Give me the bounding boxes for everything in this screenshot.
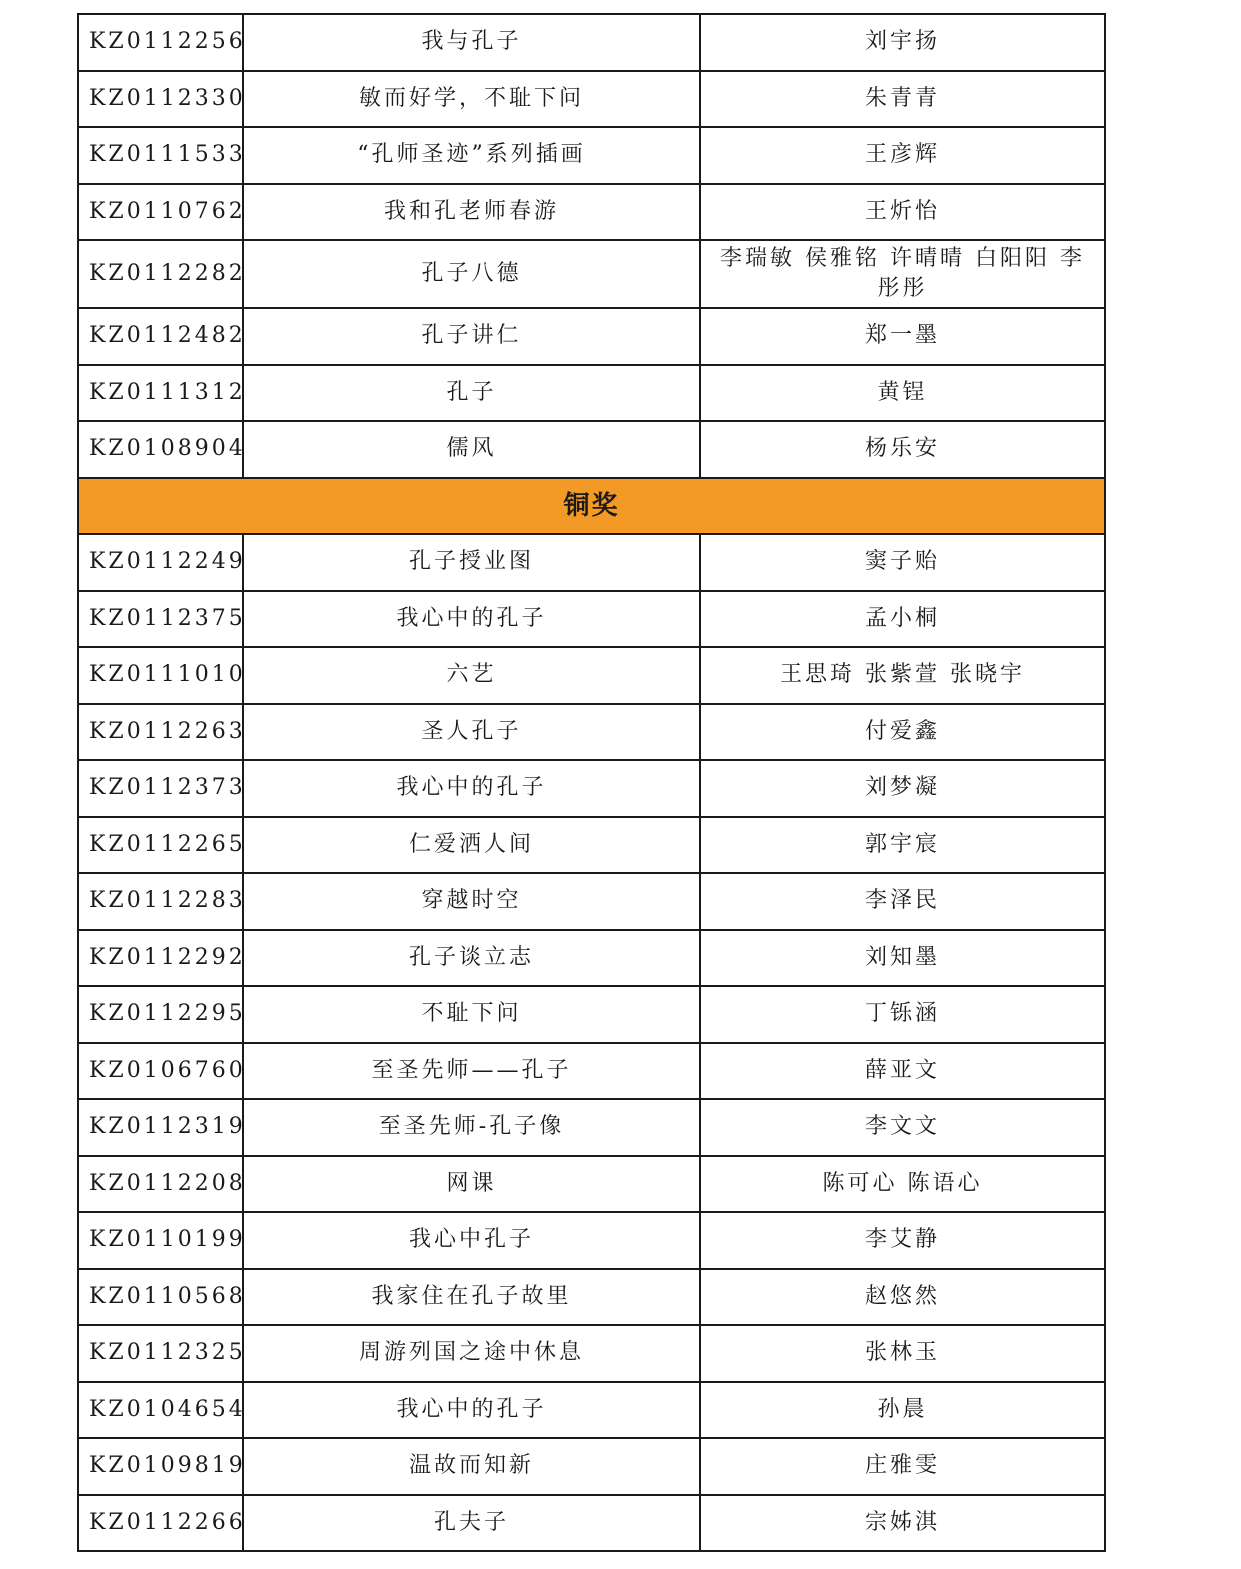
award-table-body xyxy=(78,14,1105,1551)
table-row xyxy=(78,534,1105,591)
work-title: 我心中的孔子 xyxy=(243,760,700,817)
entry-id: KZ0110199 xyxy=(78,1212,243,1269)
author-names: 王炘怡 xyxy=(700,184,1105,241)
table-row xyxy=(78,704,1105,761)
table-row xyxy=(78,873,1105,930)
work-title: 不耻下问 xyxy=(243,986,700,1043)
entry-id: KZ0110762 xyxy=(78,184,243,241)
work-title: 我与孔子 xyxy=(243,14,700,71)
author-names: 李艾静 xyxy=(700,1212,1105,1269)
entry-id: KZ0112208 xyxy=(78,1156,243,1213)
work-title: 孔子 xyxy=(243,365,700,422)
entry-id: KZ0112330 xyxy=(78,71,243,128)
table-row xyxy=(78,1043,1105,1100)
entry-id: KZ0112263 xyxy=(78,704,243,761)
entry-id: KZ0104654 xyxy=(78,1382,243,1439)
entry-id: KZ0111312 xyxy=(78,365,243,422)
author-names: 孙晨 xyxy=(700,1382,1105,1439)
work-title: 网课 xyxy=(243,1156,700,1213)
work-title: 孔子谈立志 xyxy=(243,930,700,987)
author-names: 郑一墨 xyxy=(700,308,1105,365)
author-names: 庄雅雯 xyxy=(700,1438,1105,1495)
entry-id: KZ0112283 xyxy=(78,873,243,930)
author-names: 黄锃 xyxy=(700,365,1105,422)
entry-id: KZ0111533 xyxy=(78,127,243,184)
work-title: “孔师圣迹”系列插画 xyxy=(243,127,700,184)
author-names: 刘宇扬 xyxy=(700,14,1105,71)
entry-id: KZ0106760 xyxy=(78,1043,243,1100)
entry-id: KZ0111010 xyxy=(78,647,243,704)
author-names: 陈可心 陈语心 xyxy=(700,1156,1105,1213)
work-title: 我心中的孔子 xyxy=(243,591,700,648)
entry-id: KZ0112325 xyxy=(78,1325,243,1382)
work-title: 孔子授业图 xyxy=(243,534,700,591)
section-title: 铜奖 xyxy=(78,478,1105,535)
entry-id: KZ0112375 xyxy=(78,591,243,648)
table-row xyxy=(78,365,1105,422)
table-row xyxy=(78,1099,1105,1156)
work-title: 孔夫子 xyxy=(243,1495,700,1552)
award-list-page xyxy=(77,13,1104,1552)
table-row xyxy=(78,591,1105,648)
table-row xyxy=(78,308,1105,365)
author-names: 王彦辉 xyxy=(700,127,1105,184)
entry-id: KZ0112282 xyxy=(78,240,243,308)
table-row xyxy=(78,647,1105,704)
author-names: 李泽民 xyxy=(700,873,1105,930)
work-title: 我家住在孔子故里 xyxy=(243,1269,700,1326)
work-title: 我和孔老师春游 xyxy=(243,184,700,241)
table-row xyxy=(78,930,1105,987)
author-names: 付爱鑫 xyxy=(700,704,1105,761)
entry-id: KZ0112295 xyxy=(78,986,243,1043)
author-names: 赵悠然 xyxy=(700,1269,1105,1326)
entry-id: KZ0112482 xyxy=(78,308,243,365)
work-title: 仁爱洒人间 xyxy=(243,817,700,874)
work-title: 穿越时空 xyxy=(243,873,700,930)
author-names: 丁铄涵 xyxy=(700,986,1105,1043)
entry-id: KZ0109819 xyxy=(78,1438,243,1495)
work-title: 儒风 xyxy=(243,421,700,478)
work-title: 我心中孔子 xyxy=(243,1212,700,1269)
entry-id: KZ0112373 xyxy=(78,760,243,817)
table-row xyxy=(78,71,1105,128)
entry-id: KZ0112249 xyxy=(78,534,243,591)
table-row xyxy=(78,760,1105,817)
work-title: 至圣先师-孔子像 xyxy=(243,1099,700,1156)
work-title: 敏而好学，不耻下问 xyxy=(243,71,700,128)
work-title: 六艺 xyxy=(243,647,700,704)
work-title: 至圣先师——孔子 xyxy=(243,1043,700,1100)
table-row xyxy=(78,817,1105,874)
entry-id: KZ0112256 xyxy=(78,14,243,71)
table-row xyxy=(78,240,1105,308)
author-names: 刘梦凝 xyxy=(700,760,1105,817)
table-row xyxy=(78,14,1105,71)
work-title: 周游列国之途中休息 xyxy=(243,1325,700,1382)
author-names: 王思琦 张紫萱 张晓宇 xyxy=(700,647,1105,704)
table-row xyxy=(78,986,1105,1043)
work-title: 孔子八德 xyxy=(243,240,700,308)
author-names: 孟小桐 xyxy=(700,591,1105,648)
award-table xyxy=(77,13,1106,1552)
author-names: 杨乐安 xyxy=(700,421,1105,478)
work-title: 我心中的孔子 xyxy=(243,1382,700,1439)
table-row xyxy=(78,1382,1105,1439)
author-names: 宗姊淇 xyxy=(700,1495,1105,1552)
entry-id: KZ0112292 xyxy=(78,930,243,987)
entry-id: KZ0110568 xyxy=(78,1269,243,1326)
table-row xyxy=(78,1156,1105,1213)
author-names: 张林玉 xyxy=(700,1325,1105,1382)
author-names: 薛亚文 xyxy=(700,1043,1105,1100)
table-row xyxy=(78,1269,1105,1326)
table-row xyxy=(78,184,1105,241)
table-row xyxy=(78,127,1105,184)
author-names: 朱青青 xyxy=(700,71,1105,128)
table-row xyxy=(78,1212,1105,1269)
author-names: 窦子贻 xyxy=(700,534,1105,591)
table-row xyxy=(78,1495,1105,1552)
author-names: 李文文 xyxy=(700,1099,1105,1156)
table-row xyxy=(78,421,1105,478)
work-title: 温故而知新 xyxy=(243,1438,700,1495)
entry-id: KZ0112319 xyxy=(78,1099,243,1156)
author-names: 刘知墨 xyxy=(700,930,1105,987)
table-row xyxy=(78,1325,1105,1382)
section-header-row xyxy=(78,478,1105,535)
author-names: 郭宇宸 xyxy=(700,817,1105,874)
entry-id: KZ0108904 xyxy=(78,421,243,478)
author-names: 李瑞敏 侯雅铭 许晴晴 白阳阳 李彤彤 xyxy=(700,240,1105,308)
entry-id: KZ0112266 xyxy=(78,1495,243,1552)
work-title: 圣人孔子 xyxy=(243,704,700,761)
work-title: 孔子讲仁 xyxy=(243,308,700,365)
entry-id: KZ0112265 xyxy=(78,817,243,874)
table-row xyxy=(78,1438,1105,1495)
